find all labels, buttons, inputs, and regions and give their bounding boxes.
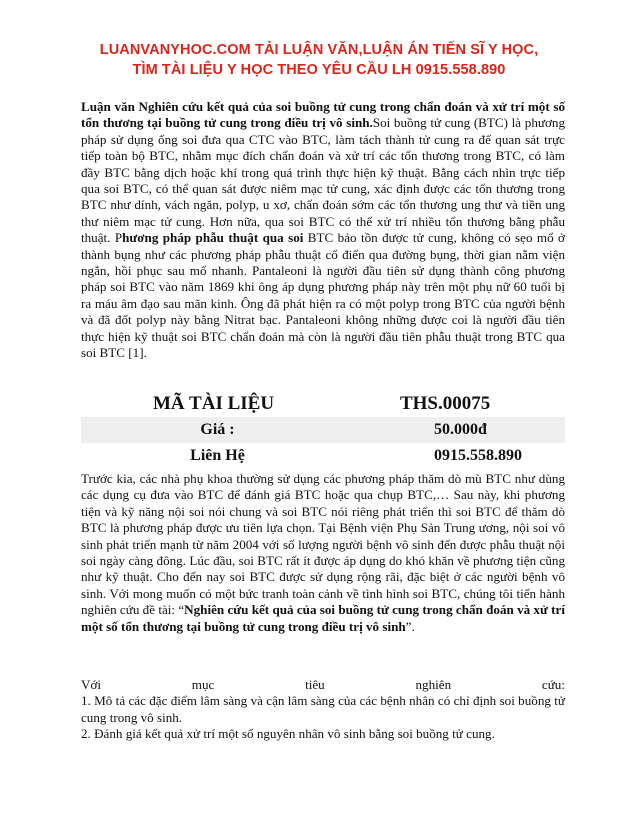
price-label: Giá : [81,417,314,443]
thesis-title: Luận văn Nghiên cứu kết quả của soi buồng tử cung trong chẩn đoán và xử trí một số tổn thương tại buồng tử cung trong điều trị vô sinh. [81,99,565,131]
code-value: THS.00075 [399,393,491,414]
code-label: MÃ TÀI LIỆU [153,393,275,414]
objective-item-2: 2. Đánh giá kết quả xử trí một số nguyên nhân vô sinh bằng soi buồng tử cung. [81,726,495,742]
background-text-a: Trước kia, các nhà phụ khoa thường sử dụng các phương pháp thăm dò mù BTC như dùng các dụng cụ đưa vào BTC để đánh giá BTC hoặc qua chụp BTC,… Sau này, khi phương tiện và kỹ năng nội soi nói chung và soi BTC nói riêng phát triển thì soi BTC để thăm dò BTC là phương pháp được ưu tiên lựa chọn. Tại Bệnh viện Phụ Sản Trung ương, nội soi vô sinh phát triển mạnh từ năm 2004 với số lượng người bệnh vô sinh đến được phẫu thuật nội soi ngày càng đông. Lúc đầu, soi BTC rất ít được áp dụng do khó khăn về phương tiện cũng như kỹ thuật. Cho đến nay soi BTC được sử dụng rộng rãi, đặc biệt ở các người bệnh vô sinh. Với mong muốn có một bức tranh toàn cảnh về tình hình soi BTC, chúng tôi tiến hành nghiên cứu đề tài: “ [81,471,565,618]
table-row-price [81,417,565,443]
study-title: Nghiên cứu kết quả của soi buồng tử cung trong chẩn đoán và xử trí một số tổn thương tại buồng tử cung trong điều trị vô sinh [81,602,565,634]
intro-bold-phrase: hương pháp phẫu thuật qua soi [122,230,304,246]
price-value: 50.000đ [314,417,565,443]
objectives-block [81,677,565,743]
contact-value: 0915.558.890 [433,447,522,464]
table-row-contact [81,443,565,469]
intro-text-a: Soi buồng tử cung (BTC) là phương pháp sử dụng ống soi đưa qua CTC vào BTC, làm tách thành tử cung ra để quan sát trực tiếp toàn bộ BTC, nhằm mục đích chẩn đoán và xử trí các tổn thương trong BTC, có làm đầy BTC bằng dịch hoặc khí trong quá trình thực hiện kỹ thuật. Bằng cách nhìn trực tiếp qua soi BTC, có thể quan sát được niêm mạc tử cung, xác định được các tổn thương trong BTC như dính, vách ngăn, polyp, u xơ, chẩn đoán sớm các tổn thương ung thư và tiền ung thư niêm mạc tử cung. Hơn nữa, qua soi BTC có thể xử trí nhiều tổn thương bằng phẫu thuật. P [81,115,565,246]
intro-paragraph [81,99,565,362]
intro-text-c: BTC bảo tồn được tử cung, không có sẹo mổ ở thành bụng như các phương pháp phẫu thuật cổ điển qua đường bụng, thời gian nằm viện ngắn, hồi phục sau mổ nhanh. Pantaleoni là người đầu tiên sử dụng thành công phương pháp soi BTC vào năm 1869 khi ông áp dụng phương pháp này trên một phụ nữ 60 tuổi bị ra máu âm đạo sau mãn kinh. Ông đã phát hiện ra có một polyp trong BTC của người bệnh và đã đốt polyp này bằng Nitrat bạc. Pantaleoni không những được coi là người đầu tiên thực hiện kỹ thuật soi BTC chẩn đoán mà còn là người đầu tiên phẫu thuật trong BTC qua soi BTC [1]. [81,230,565,361]
document-info-table [81,391,565,469]
objective-item-1: 1. Mô tả các đặc điểm lâm sàng và cận lâm sàng của các bệnh nhân có chỉ định soi buồng tử cung trong vô sinh. [81,693,565,725]
contact-label: Liên Hệ [190,447,245,464]
background-text-c: ”. [405,618,415,634]
objectives-intro: Với mục tiêu nghiên cứu: [81,677,565,692]
header-line-1: LUANVANYHOC.COM TẢI LUẬN VĂN,LUẬN ÁN TIẾN SĨ Y HỌC, [99,42,539,58]
background-paragraph [81,471,565,635]
site-header [40,40,598,80]
table-row-code [81,391,565,417]
header-line-2: TÌM TÀI LIỆU Y HỌC THEO YÊU CẦU LH 0915.558.890 [132,62,506,78]
